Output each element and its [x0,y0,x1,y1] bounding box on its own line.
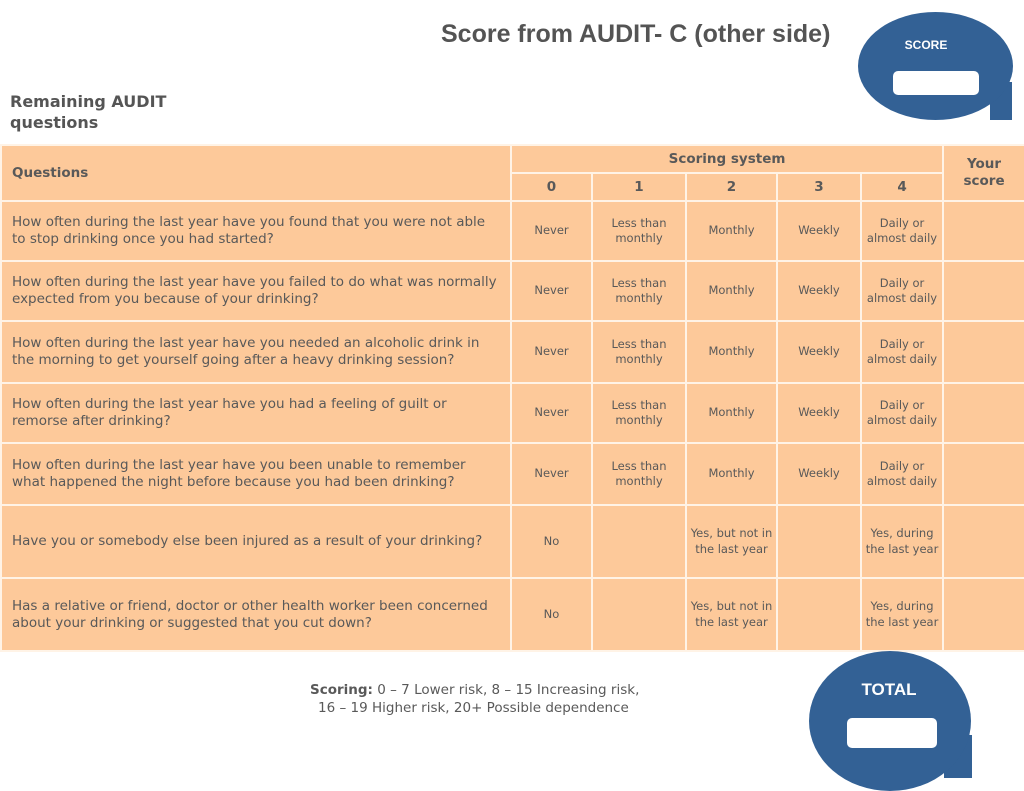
option-cell: Never [511,201,592,261]
score-input-box[interactable] [893,71,979,95]
option-cell: Yes, during the last year [861,505,943,578]
option-cell: Never [511,321,592,383]
scoring-text-2: 16 – 19 Higher risk, 20+ Possible dependence [318,700,629,716]
audit-questions-table [0,144,1024,652]
your-score-cell[interactable] [943,578,1024,651]
option-cell: Daily or almost daily [861,321,943,383]
total-input-box[interactable] [847,718,937,748]
total-bubble-label: TOTAL [861,680,917,699]
option-cell: Monthly [686,321,777,383]
your-score-cell[interactable] [943,261,1024,321]
option-cell: Daily or almost daily [861,383,943,443]
scoring-system-header: Scoring system [511,145,943,173]
option-cell: Monthly [686,261,777,321]
score-bubble-shape [858,12,1013,120]
scoring-text-1: 0 – 7 Lower risk, 8 – 15 Increasing risk, [377,682,640,698]
option-cell: Daily or almost daily [861,443,943,505]
option-cell: Yes, during the last year [861,578,943,651]
option-cell: No [511,578,592,651]
question-text: How often during the last year have you needed an alcoholic drink in the morning to get yourself going after a heavy drinking session? [1,321,511,383]
table-row [1,201,1024,261]
option-cell: Less than monthly [592,383,686,443]
score-bubble-label: SCORE [904,38,948,52]
table-header-row [1,145,1024,173]
option-cell: Less than monthly [592,201,686,261]
option-cell: Yes, but not in the last year [686,505,777,578]
option-cell: Less than monthly [592,443,686,505]
section-subtitle: Remaining AUDIT questions [10,92,167,132]
page-title: Score from AUDIT- C (other side) [441,20,831,48]
option-cell: Weekly [777,201,861,261]
question-text: How often during the last year have you failed to do what was normally expected from you because of your drinking? [1,261,511,321]
option-cell: Monthly [686,443,777,505]
scoring-key [310,681,710,717]
your-score-header: Your score [943,145,1024,201]
option-cell [592,505,686,578]
your-score-cell[interactable] [943,505,1024,578]
option-cell: Monthly [686,201,777,261]
score-column-header: 0 [511,173,592,201]
table-row [1,578,1024,651]
table-row [1,443,1024,505]
question-text: Have you or somebody else been injured as a result of your drinking? [1,505,511,578]
option-cell: Never [511,261,592,321]
table-row [1,321,1024,383]
question-text: Has a relative or friend, doctor or other health worker been concerned about your drinking or suggested that you cut down? [1,578,511,651]
option-cell [777,578,861,651]
table-row [1,505,1024,578]
table-row [1,261,1024,321]
option-cell: Monthly [686,383,777,443]
option-cell: Daily or almost daily [861,201,943,261]
your-score-cell[interactable] [943,443,1024,505]
your-score-cell[interactable] [943,201,1024,261]
score-column-header: 3 [777,173,861,201]
table-row [1,383,1024,443]
option-cell: Never [511,383,592,443]
option-cell: Less than monthly [592,261,686,321]
option-cell [777,505,861,578]
option-cell: Daily or almost daily [861,261,943,321]
option-cell: Weekly [777,261,861,321]
your-score-cell[interactable] [943,383,1024,443]
option-cell: Less than monthly [592,321,686,383]
option-cell: Weekly [777,383,861,443]
questions-header: Questions [1,145,511,201]
question-text: How often during the last year have you found that you were not able to stop drinking once you had started? [1,201,511,261]
option-cell: Yes, but not in the last year [686,578,777,651]
score-column-header: 2 [686,173,777,201]
option-cell: Weekly [777,321,861,383]
option-cell: Never [511,443,592,505]
option-cell: No [511,505,592,578]
option-cell: Weekly [777,443,861,505]
scoring-label: Scoring: [310,682,373,698]
option-cell [592,578,686,651]
your-score-cell[interactable] [943,321,1024,383]
question-text: How often during the last year have you had a feeling of guilt or remorse after drinking? [1,383,511,443]
scoring-key-line-1 [310,681,710,699]
score-column-header: 4 [861,173,943,201]
score-column-header: 1 [592,173,686,201]
question-text: How often during the last year have you been unable to remember what happened the night before because you had been drinking? [1,443,511,505]
